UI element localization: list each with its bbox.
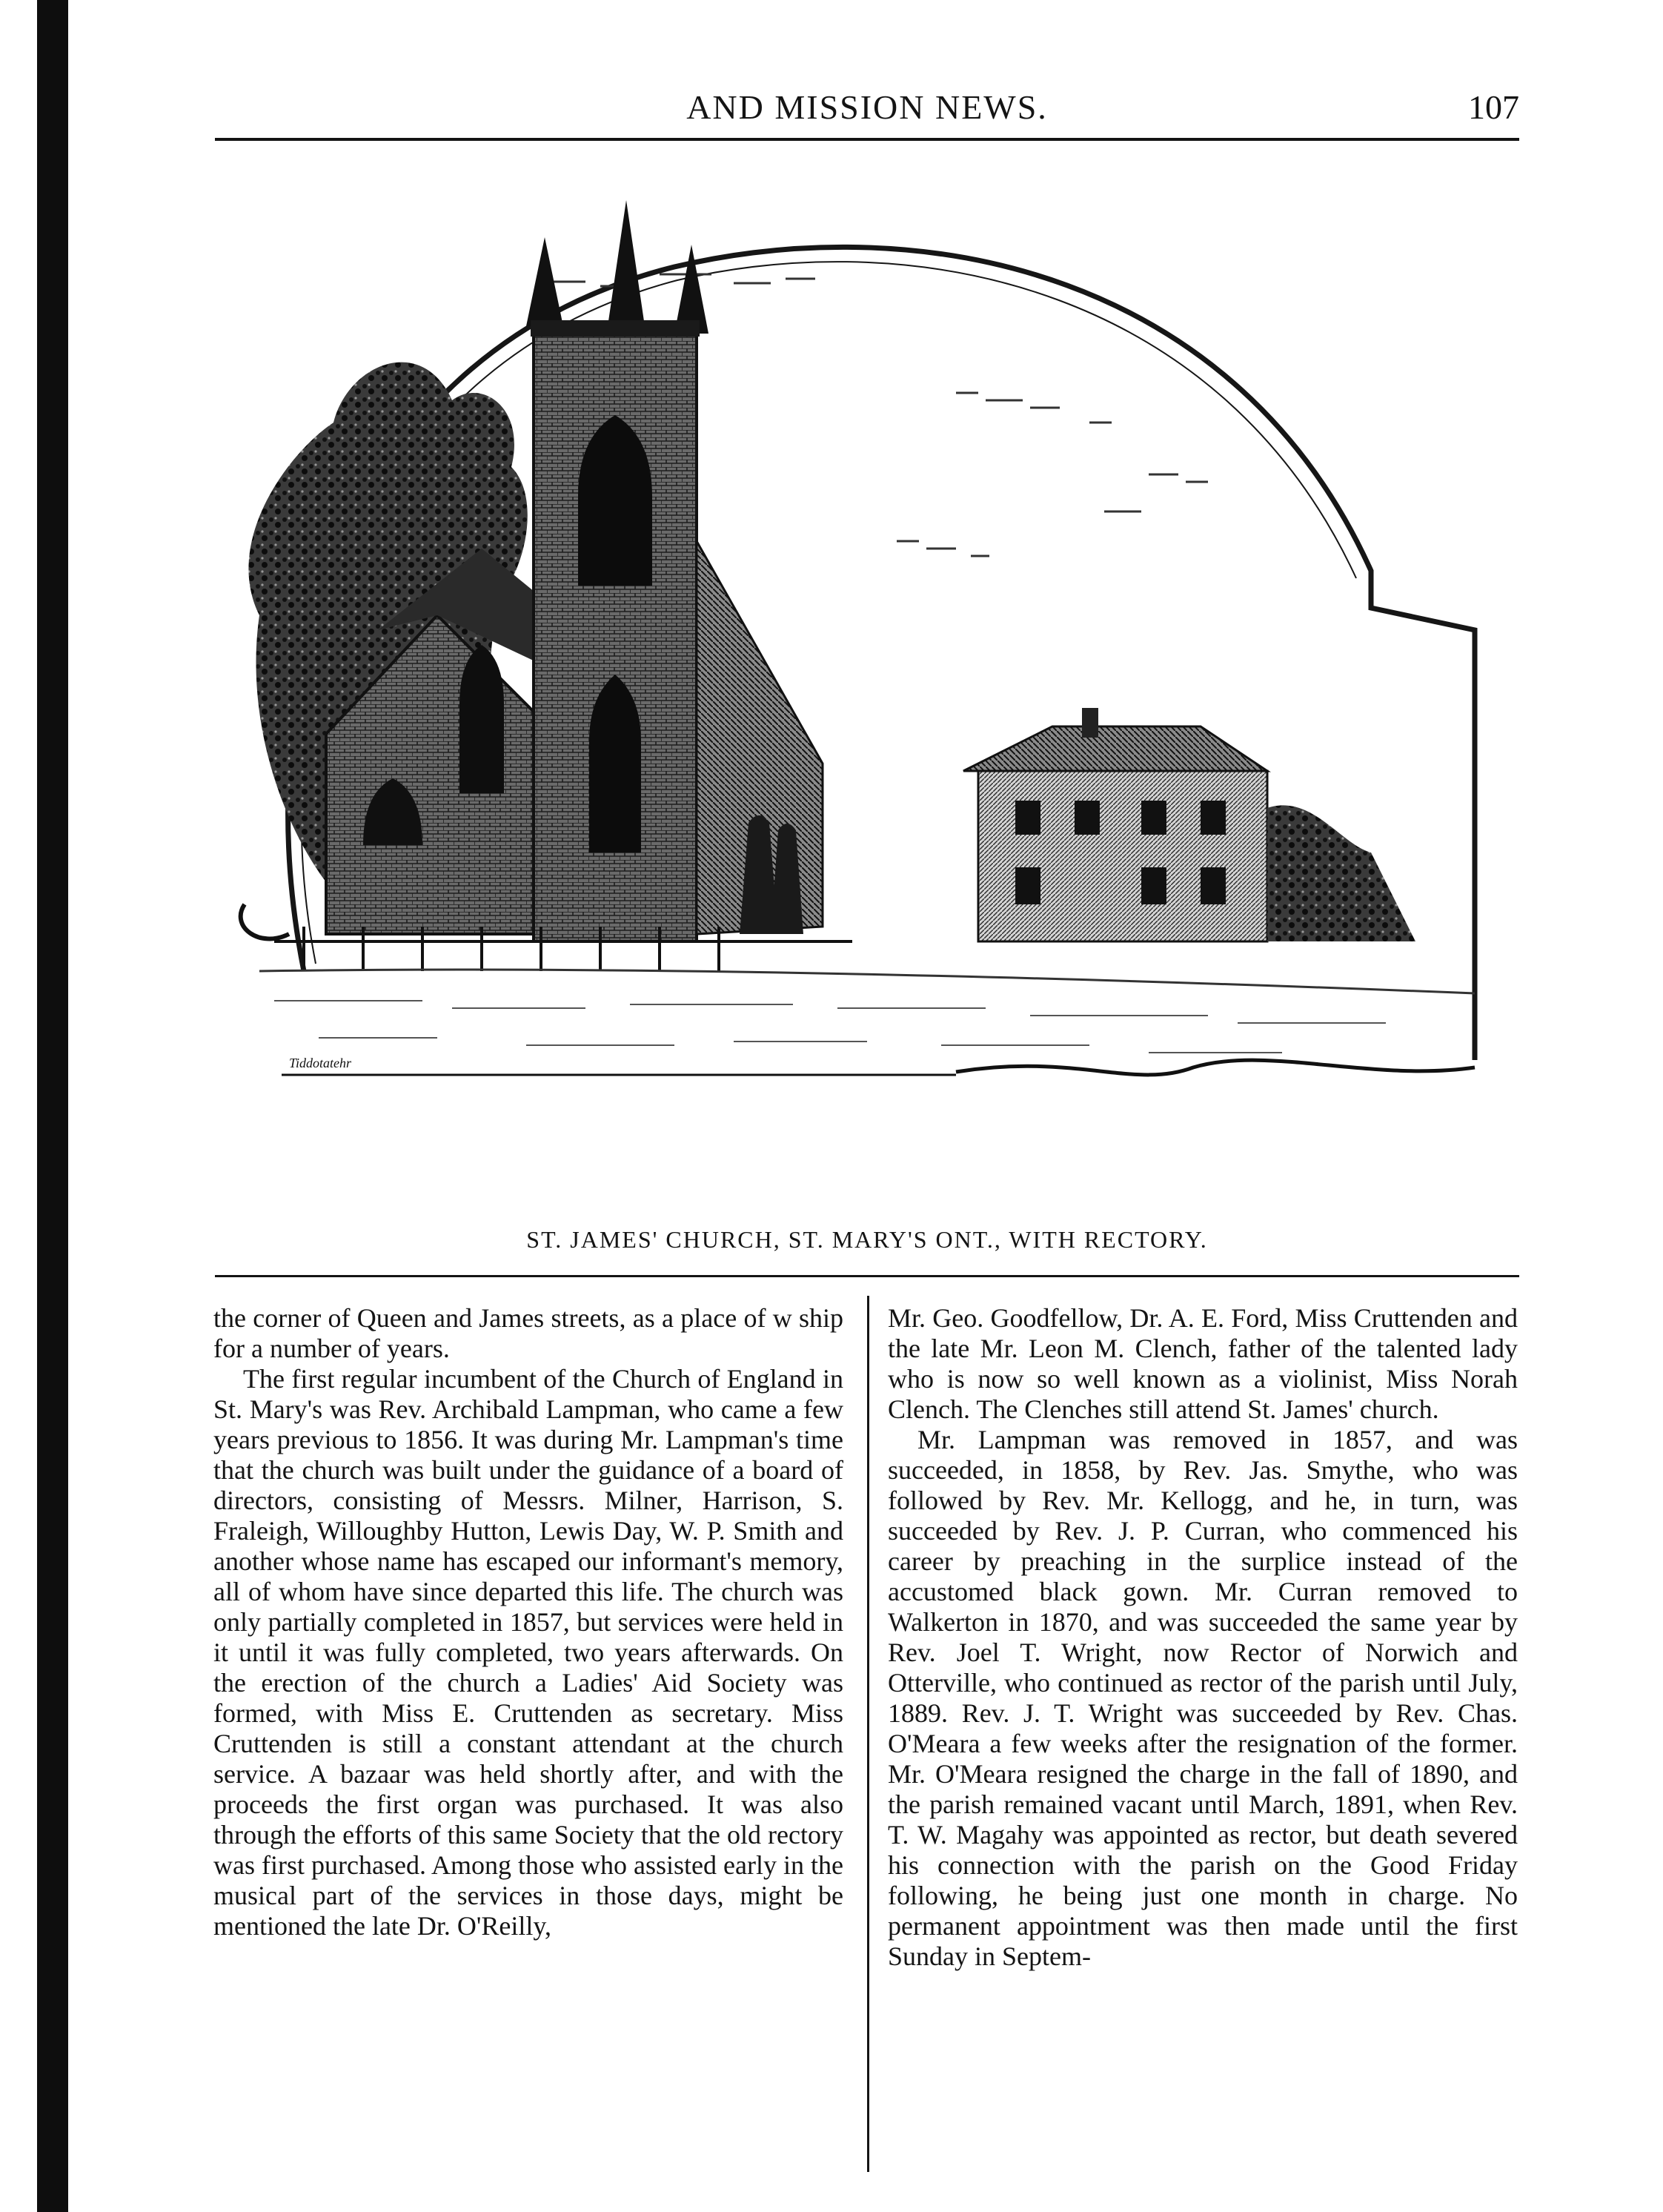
caption-rule	[215, 1275, 1519, 1277]
column-divider	[867, 1296, 869, 2172]
paragraph: The first regular incumbent of the Church of England in St. Mary's was Rev. Archibald Lampman, who came a few years previous to 1856. It was during Mr. Lampman's time that the church was built under the guidance of a board of directors, consisting of Messrs. Milner, Harrison, S. Fraleigh, Willoughby Hutton, Lewis Day, W. P. Smith and another whose name has escaped our informant's memory, all of whom have since departed this life. The church was only partially completed in 1857, but services were held in it until it was fully completed, two years afterwards. On the erection of the church a Ladies' Aid Society was formed, with Miss E. Cruttenden as secretary. Miss Cruttenden is still a constant attendant at the church service. A bazaar was held shortly after, and with the proceeds the first organ was purchased. It was also through the efforts of this same Society that the old rectory was first purchased. Among those who assisted early in the musical part of the services in those days, might be mentioned the late Dr. O'Reilly,	[213, 1364, 843, 1941]
article-column-right	[888, 1303, 1518, 2178]
article-column-left	[213, 1303, 843, 2178]
figure-caption: ST. JAMES' CHURCH, ST. MARY'S ONT., WITH RECTORY.	[526, 1226, 1208, 1253]
church-engraving	[215, 156, 1519, 1223]
paragraph: the corner of Queen and James streets, as a place of w ship for a number of years.	[213, 1303, 843, 1363]
page-number: 107	[1468, 88, 1519, 126]
engraver-signature: Tiddotatehr	[289, 1056, 352, 1070]
rectory	[978, 771, 1267, 941]
header-rule	[215, 138, 1519, 141]
paragraph: Mr. Lampman was removed in 1857, and was succeeded, in 1858, by Rev. Jas. Smythe, who was followed by Rev. Mr. Kellogg, and he, in turn, was succeeded by Rev. J. P. Curran, who commenced his career by preaching in the surplice instead of the accustomed black gown. Mr. Curran removed to Walkerton in 1870, and was succeeded the same year by Rev. Joel T. Wright, now Rector of Norwich and Otterville, who continued as rector of the parish until July, 1889. Rev. J. T. Wright was succeeded by Rev. Chas. O'Meara a few weeks after the resignation of the former. Mr. O'Meara resigned the charge in the fall of 1890, and the parish remained vacant until March, 1891, when Rev. T. W. Magahy was appointed as rector, but death severed his connection with the parish on the Good Friday following, he being just one month in charge. No permanent appointment was then made until the first Sunday in Septem-	[888, 1425, 1518, 1971]
running-title: AND MISSION NEWS.	[686, 88, 1048, 126]
scan-binding-edge	[37, 0, 68, 2212]
page-header	[215, 87, 1519, 139]
rectory-roof	[963, 726, 1267, 771]
paragraph: Mr. Geo. Goodfellow, Dr. A. E. Ford, Miss Cruttenden and the late Mr. Leon M. Clench, father of the talented lady who is now so well known as a violinist, Miss Norah Clench. The Clenches still attend St. James' church.	[888, 1303, 1518, 1424]
